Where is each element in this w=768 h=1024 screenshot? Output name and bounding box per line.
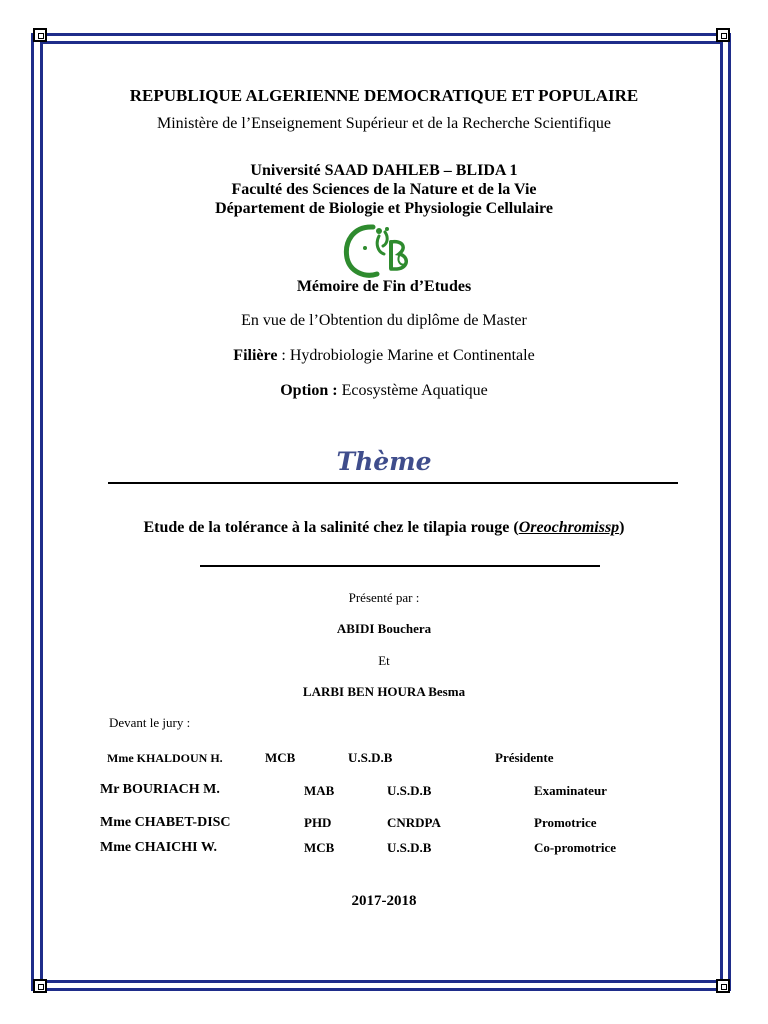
thesis-title-suffix: ) bbox=[619, 519, 625, 536]
corner-ornament-top-left bbox=[33, 28, 47, 42]
option-value: Ecosystème Aquatique bbox=[337, 382, 488, 399]
department-line: Département de Biologie et Physiologie Cellulaire bbox=[215, 200, 553, 217]
jury-role: Co-promotrice bbox=[534, 840, 617, 855]
and-label: Et bbox=[378, 653, 390, 668]
jury-role: Promotrice bbox=[534, 815, 597, 830]
jury-grade: MAB bbox=[304, 783, 335, 798]
theme-rule-bottom bbox=[200, 565, 600, 567]
theme-rule-top bbox=[108, 482, 678, 484]
jury-name: Mr BOURIACH M. bbox=[100, 782, 220, 797]
jury-grade: PHD bbox=[304, 815, 332, 830]
faculty-line: Faculté des Sciences de la Nature et de la Vie bbox=[231, 181, 537, 198]
option-label: Option : bbox=[280, 382, 338, 399]
jury-name: Mme CHAICHI W. bbox=[100, 840, 218, 855]
academic-year: 2017-2018 bbox=[351, 893, 417, 909]
presented-by-label: Présenté par : bbox=[348, 590, 420, 605]
thesis-title bbox=[0, 519, 768, 537]
university-logo bbox=[341, 222, 417, 280]
author-1: ABIDI Bouchera bbox=[336, 621, 432, 636]
jury-grade: MCB bbox=[265, 750, 296, 765]
theme-heading: Thème bbox=[336, 447, 432, 476]
republic-heading: REPUBLIQUE ALGERIENNE DEMOCRATIQUE ET POPULAIRE bbox=[129, 86, 639, 105]
jury-institution: U.S.D.B bbox=[348, 750, 393, 765]
jury-institution: CNRDPA bbox=[387, 815, 441, 830]
jury-grade: MCB bbox=[304, 840, 335, 855]
author-2: LARBI BEN HOURA Besma bbox=[302, 684, 466, 699]
obtention-line: En vue de l’Obtention du diplôme de Master bbox=[241, 312, 527, 329]
corner-ornament-top-right bbox=[716, 28, 730, 42]
thesis-title-species: Oreochromissp bbox=[518, 519, 620, 536]
thesis-title-prefix: Etude de la tolérance à la salinité chez le tilapia rouge ( bbox=[143, 519, 519, 536]
memoire-title: Mémoire de Fin d’Etudes bbox=[296, 278, 472, 295]
ministry-line: Ministère de l’Enseignement Supérieur et de la Recherche Scientifique bbox=[156, 115, 612, 132]
university-line: Université SAAD DAHLEB – BLIDA 1 bbox=[250, 162, 518, 179]
jury-name: Mme CHABET-DISC bbox=[100, 815, 231, 830]
corner-ornament-bottom-left bbox=[33, 979, 47, 993]
jury-institution: U.S.D.B bbox=[387, 840, 432, 855]
jury-label: Devant le jury : bbox=[109, 715, 191, 730]
filiere-label: Filière bbox=[233, 347, 278, 364]
option-line bbox=[0, 382, 768, 400]
jury-institution: U.S.D.B bbox=[387, 783, 432, 798]
corner-ornament-bottom-right bbox=[716, 979, 730, 993]
jury-name: Mme KHALDOUN H. bbox=[107, 751, 223, 765]
jury-role: Examinateur bbox=[534, 783, 607, 798]
filiere-value: : Hydrobiologie Marine et Continentale bbox=[277, 347, 535, 364]
jury-role: Présidente bbox=[495, 750, 554, 765]
filiere-line bbox=[0, 347, 768, 365]
